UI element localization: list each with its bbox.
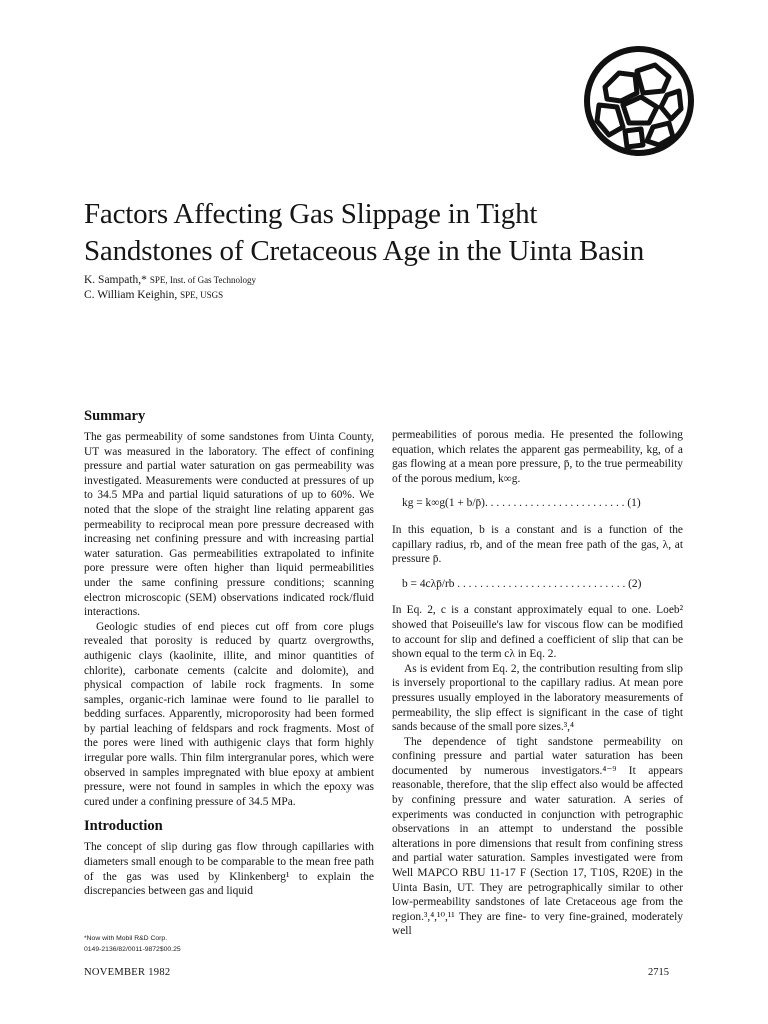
footnote-code: 0149-2136/82/0011-9872$00.25	[84, 945, 181, 953]
paper-title	[84, 196, 724, 270]
summary-heading: Summary	[84, 408, 146, 424]
page-number: 2715	[648, 967, 669, 978]
body-paragraph: As is evident from Eq. 2, the contribution resulting from slip is inversely proportional to the capillary radius. At mean pore pressures usually employed in the laboratory measurements of permeability, the slip effect is significant in the case of tight sands because of the small pore sizes.³,⁴	[392, 662, 683, 734]
body-paragraph: In Eq. 2, c is a constant approximately equal to one. Loeb² showed that Poiseuille's law for viscous flow can be modified to account for slip and defined a coefficient of slip that can be shown equal to the term cλ in Eq. 2.	[392, 604, 683, 661]
right-column	[392, 428, 683, 939]
author-name: K. Sampath,*	[84, 274, 150, 286]
author-affiliation: SPE, USGS	[180, 290, 224, 300]
author-2	[84, 288, 256, 303]
equation-2: b = 4cλp̄/rb . . . . . . . . . . . . . . . . . . . . . . . . . . . . . . (2)	[402, 577, 642, 590]
body-paragraph: In this equation, b is a constant and is a function of the capillary radius, rb, and of the mean free path of the gas, λ, at pressure p̄.	[392, 523, 683, 566]
introduction-paragraph-1: The concept of slip during gas flow through capillaries with diameters small enough to be comparable to the mean free path of the gas was used by Klinkenberg¹ to explain the discrepancies between gas and liquid	[84, 841, 374, 898]
summary-paragraph-1: The gas permeability of some sandstones from Uinta County, UT was measured in the laboratory. The effect of confining pressure and partial water saturation on gas permeability was investigated. Measurements were conducted at pressures of up to 34.5 MPa and partial liquid saturations of up to 60%. We noted that the slope of the straight line relating apparent gas permeability to reciprocal mean pore pressure decreased with increasing net confining pressure and with increasing partial water saturation. Gas permeabilities extrapolated to infinite pore pressure were often higher than liquid permeabilities under the same confining pressure conditions; scanning electron microscopic (SEM) observations indicated rock/fluid interactions.	[84, 431, 374, 619]
footnote-affiliation: *Now with Mobil R&D Corp.	[84, 935, 168, 942]
body-paragraph: The dependence of tight sandstone permeability on confining pressure and partial water saturation has been documented by numerous investigators.⁴⁻⁹ It appears reasonable, therefore, that the slip effect also would be affected by confining pressure and water saturation. A series of experiments was conducted in conjunction with petrographic observations in an attempt to understand the possible alterations in pore dimensions that result from confining stress and partial water saturation. Samples investigated were from Well MAPCO RBU 11-17 F (Section 17, T10S, R20E) in the Uinta Basin, UT. They are petrographically similar to other low-permeability sandstones of late Cretaceous age from the region.³,⁴,¹⁰,¹¹ They are fine- to very fine-grained, moderately well	[392, 735, 683, 938]
body-paragraph: permeabilities of porous media. He presented the following equation, which relates the apparent gas permeability, kg, of a gas flowing at a mean pore pressure, p̄, to the true permeability of the porous medium, k∞g.	[392, 429, 683, 485]
footer-date: NOVEMBER 1982	[84, 967, 171, 978]
introduction-heading: Introduction	[84, 818, 163, 835]
title-line-1: Factors Affecting Gas Slippage in Tight	[84, 198, 538, 230]
equation-1: kg = k∞g(1 + b/p̄). . . . . . . . . . . . . . . . . . . . . . . . . (1)	[402, 497, 641, 510]
summary-paragraph-2: Geologic studies of end pieces cut off from core plugs revealed that porosity is reduced by quartz overgrowths, authigenic clays (kaolinite, illite, and minor quantities of chlorite), carbonate cements (calcite and dolomite), and physical compaction of labile rock fragments. In some samples, organic-rich laminae were found to lie parallel to bedding surfaces. Apparently, microporosity had been formed by partial leaching of feldspars and rock fragments. Most of the pores were lined with authigenic clays that form highly irregular pore walls. Thin film intergranular pores, which were observed in samples impregnated with blue epoxy at ambient pressure, were not found in samples in which the epoxy was cured under a confining pressure of 34.5 MPa.	[84, 620, 374, 808]
author-affiliation: SPE, Inst. of Gas Technology	[149, 275, 257, 285]
spe-pore-grains-logo-icon	[583, 45, 695, 157]
title-line-2: Sandstones of Cretaceous Age in the Uinta Basin	[84, 235, 645, 267]
left-column	[84, 407, 374, 899]
author-list	[84, 273, 256, 303]
author-name: C. William Keighin,	[84, 289, 181, 301]
footnote	[84, 934, 181, 955]
author-1	[84, 273, 256, 288]
